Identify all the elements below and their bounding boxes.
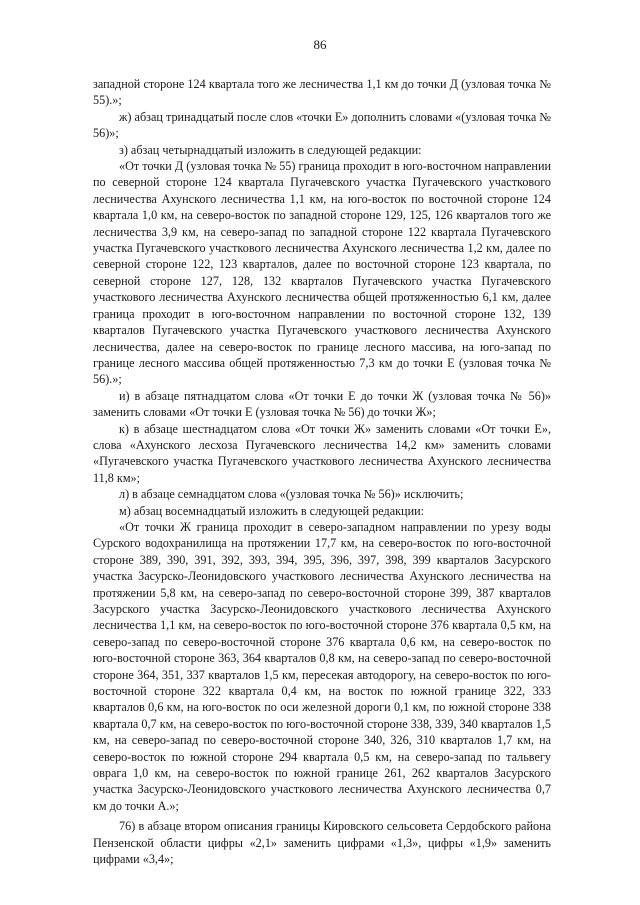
page-number: 86 bbox=[313, 37, 327, 52]
paragraph-m: м) абзац восемнадцатый изложить в следующей редакции: bbox=[119, 503, 425, 518]
paragraph-m-text: «От точки Ж граница проходит в северо-западном направлении по урезу воды Сурского водохранилища на протяжении 17,7 км, на северо-восток по юго-восточной стороне 389, 390, 391, 392, 393, 394, 395, 396, 397, 398, 399 кварталов Засурского участка Засурско-Леонидовского участкового лесничества Ахунского лесничества на протяжении 5,8 км, на северо-запад по северо-восточной стороне 399, 387 кварталов Засурского участка Засурско-Леонидовского участкового лесничества Ахунского лесничества 1,1 км, на северо-восток по юго-восточной стороне 376 квартала 0,5 км, на северо-запад по северо-восточной стороне 376 квартала 0,6 км, на северо-восток по юго-восточной стороне 363, 364 кварталов 0,8 км, на северо-запад по северо-восточной стороне 364, 351, 337 кварталов 1,5 км, пересекая автодорогу, на северо-восток по юго-восточной стороне 322 квартала 0,4 км, на восток по южной границе 322, 333 кварталов 0,6 км, на юго-восток по оси железной дороги 0,1 км, по южной стороне 338 квартала 0,7 км, на северо-восток по юго-восточной стороне 338, 339, 340 кварталов 1,5 км, на северо-запад по северо-восточной стороне 340, 326, 310 кварталов 1,7 км, на северо-восток по южной стороне 294 квартала 0,5 км, на северо-запад по тальвегу оврага 1,0 км, на северо-восток по южной границе 261, 262 кварталов Засурского участка Засурско-Леонидовского участкового лесничества Ахунского лесничества 0,7 км до точки А.»; bbox=[93, 519, 551, 813]
paragraph-continuation: западной стороне 124 квартала того же лесничества 1,1 км до точки Д (узловая точка № 55).»; bbox=[93, 77, 551, 108]
paragraph-z-text: «От точки Д (узловая точка № 55) граница проходит в юго-восточном направлении по северной стороне 124 квартала Пугачевского участка Пугачевского участкового лесничества Ахунского лесничества 1,1 км, на юго-восток по восточной стороне 124 квартала 1,0 км, на северо-восток по западной стороне 129, 125, 126 кварталов того же лесничества 3,9 км, на северо-запад по западной стороне 122 квартала Пугачевского участка Пугачевского участкового лесничества Ахунского лесничества 1,2 км, далее по северной стороне 122, 123 кварталов, далее по восточной стороне 123 квартала, по северной стороне 127, 128, 132 кварталов Пугачевского участка Пугачевского участкового лесничества Ахунского лесничества общей протяженностью 6,1 км, далее граница проходит в юго-восточном направлении по восточной стороне 132, 139 кварталов Пугачевского участка Пугачевского участкового лесничества Ахунского лесничества, далее на северо-восток по границе лесного массива, на юго-запад по границе лесного массива общей протяженностью 7,3 км до точки Е (узловая точка № 56).»; bbox=[93, 159, 551, 387]
paragraph-z: з) абзац четырнадцатый изложить в следующей редакции: bbox=[119, 142, 422, 157]
paragraph-i: и) в абзаце пятнадцатом слова «От точки Е до точки Ж (узловая точка № 56)» заменить словами «От точки Е (узловая точка № 56) до точки Ж»; bbox=[93, 388, 551, 420]
paragraph-76: 76) в абзаце втором описания границы Кировского сельсовета Сердобского района Пензенской области цифры «2,1» заменить цифрами «1,3», цифры «1,9» заменить цифрами «3,4»; bbox=[93, 819, 551, 867]
paragraph-zh: ж) абзац тринадцатый после слов «точки Е» дополнить словами «(узловая точка № 56)»; bbox=[93, 109, 551, 141]
paragraph-l: л) в абзаце семнадцатом слова «(узловая точка № 56)» исключить; bbox=[119, 487, 464, 502]
paragraph-k: к) в абзаце шестнадцатом слова «От точки Ж» заменить словами «От точки Е», слова «Ахунского лесхоза Пугачевского лесничества 14,2 км» заменить словами «Пугачевского участка Пугачевского участкового лесничества Ахунского лесничества 11,8 км»; bbox=[93, 421, 551, 485]
document-body bbox=[93, 76, 551, 868]
